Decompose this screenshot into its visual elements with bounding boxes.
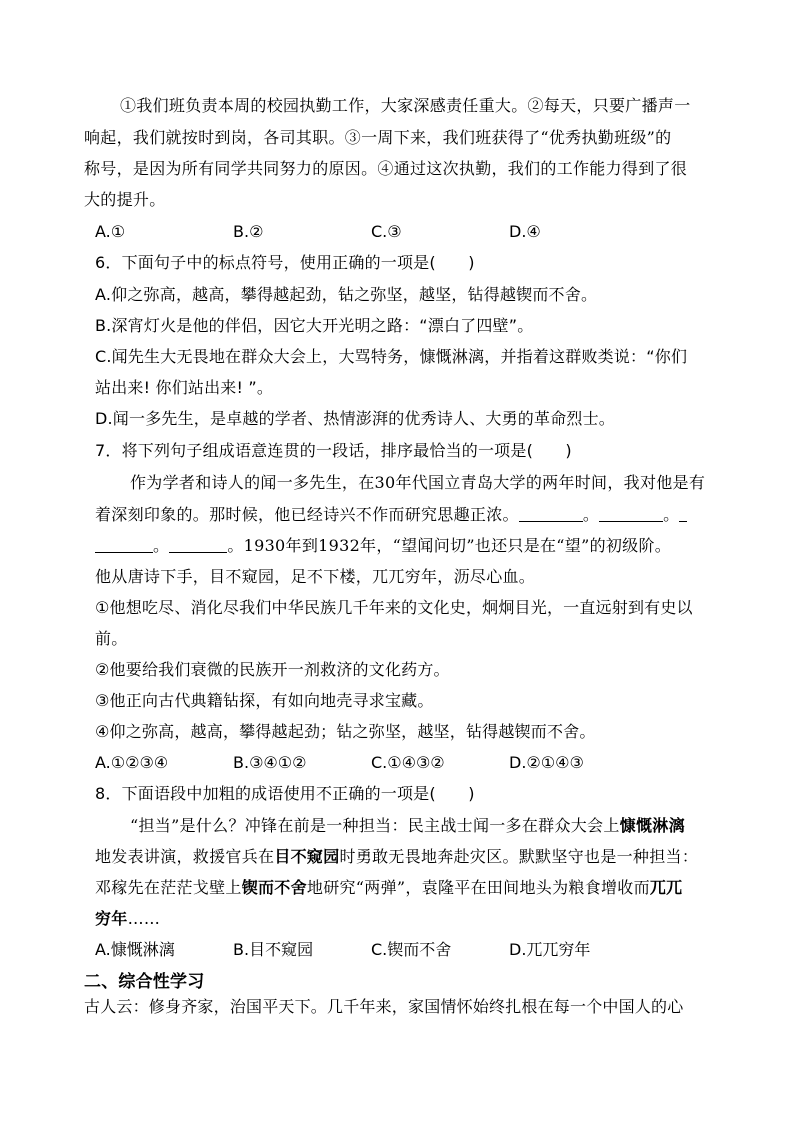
q8-option-b: B.目不窥园 — [233, 940, 314, 959]
q6-stem: 6．下面句子中的标点符号，使用正确的一项是( ) — [95, 253, 475, 272]
q7-passage-line-4: 他从唐诗下手，目不窥园，足不下楼，兀兀穷年，沥尽心血。 — [95, 567, 536, 586]
q7-option-d: D.②①④③ — [509, 753, 584, 772]
section-heading: 二、综合性学习 — [84, 972, 205, 992]
q7-option-c: C.①④③② — [371, 753, 445, 772]
q8-text-4: 邓稼先在茫茫戈壁上 — [95, 878, 242, 897]
q8-option-d: D.兀兀穷年 — [509, 940, 591, 959]
q8-passage-line-3 — [95, 878, 682, 898]
bold-idiom-4-part-2: 穷年 — [95, 909, 128, 928]
q7-sentence-3: ③他正向古代典籍钻探，有如向地壳寻求宝藏。 — [95, 691, 434, 710]
q7-sentence-1-line-1: ①他想吃尽、消化尽我们中华民族几千年来的文化史，炯炯目光，一直远射到有史以 — [95, 598, 693, 617]
q8-text-2: 地发表讲演，救援官兵在 — [95, 847, 275, 866]
q8-text-1: “担当”是什么？冲锋在前是一种担当：民主战士闻一多在群众大会上 — [130, 816, 620, 835]
q7-passage-line-3 — [95, 536, 671, 556]
q8-ellipsis: …… — [127, 909, 161, 928]
bold-idiom-2: 目不窥园 — [274, 847, 340, 866]
q7-blank-separator-2: 。 — [663, 505, 680, 524]
fill-blank-3-start — [679, 507, 687, 522]
q7-sentence-4: ④仰之弥高，越高，攀得越起劲；钻之弥坚，越坚，钻得越锲而不舍。 — [95, 722, 596, 741]
fill-blank-2 — [599, 507, 663, 522]
q8-text-5: 地研究“两弹”，袁隆平在田间地头为粮食增收而 — [306, 878, 650, 897]
q7-blank-separator-1: 。 — [582, 505, 600, 524]
q7-passage-text-3: 。1930年到1932年，“望闻问切”也还只是在“望”的初级阶。 — [227, 536, 672, 555]
q7-sentence-1-line-2: 前。 — [95, 629, 128, 648]
passage-line-2: 响起，我们就按时到岗，各司其职。③一周下来，我们班获得了“优秀执勤班级”的 — [84, 128, 672, 147]
q8-passage-line-2 — [95, 847, 698, 867]
fill-blank-4 — [169, 538, 227, 553]
q8-passage-line-4 — [95, 909, 160, 929]
q8-text-3: 时勇敢无畏地奔赴灾区。默默坚守也是一种担当： — [339, 847, 699, 866]
q7-blank-separator-3: 。 — [153, 536, 170, 555]
passage-line-1: ①我们班负责本周的校园执勤工作，大家深感责任重大。②每天，只要广播声一 — [120, 96, 691, 115]
bold-idiom-3: 锲而不舍 — [241, 878, 307, 897]
q7-passage-line-2 — [95, 505, 687, 525]
q8-option-a: A.慷慨淋漓 — [95, 940, 175, 959]
q7-sentence-2: ②他要给我们衰微的民族开一剂救济的文化药方。 — [95, 660, 450, 679]
q7-option-a: A.①②③④ — [95, 753, 169, 772]
q8-stem: 8．下面语段中加粗的成语使用不正确的一项是( ) — [95, 784, 475, 803]
q7-option-b: B.③④①② — [233, 753, 307, 772]
bold-idiom-4-part-1: 兀兀 — [649, 878, 683, 897]
passage-line-4: 大的提升。 — [84, 190, 166, 209]
fill-blank-1 — [519, 507, 583, 522]
q6-option-a: A.仰之弥高，越高，攀得越起劲，钻之弥坚，越坚，钻得越锲而不舍。 — [95, 285, 598, 304]
q7-stem: 7．将下列句子组成语意连贯的一段话，排序最恰当的一项是( ) — [95, 441, 572, 460]
q5-option-b: B.② — [233, 222, 264, 241]
q5-option-a: A.① — [95, 222, 126, 241]
q6-option-c-line-1: C.闻先生大无畏地在群众大会上，大骂特务，慷慨淋漓，并指着这群败类说：“你们 — [95, 347, 688, 366]
q7-passage-text-2: 着深刻印象的。那时候，他已经诗兴不作而研究思趣正浓。 — [95, 505, 519, 524]
q5-option-d: D.④ — [509, 222, 541, 241]
q8-passage-line-1 — [130, 816, 685, 836]
q6-option-b: B.深宵灯火是他的伴侣，因它大开光明之路：“漂白了四壁”。 — [95, 316, 534, 335]
q5-option-c: C.③ — [371, 222, 402, 241]
fill-blank-3-end — [95, 538, 153, 553]
q6-option-d: D.闻一多先生，是卓越的学者、热情澎湃的优秀诗人、大勇的革命烈士。 — [95, 409, 616, 428]
q7-passage-line-1: 作为学者和诗人的闻一多先生，在30年代国立青岛大学的两年时间，我对他是有 — [130, 473, 706, 492]
bold-idiom-1: 慷慨淋漓 — [619, 816, 685, 835]
q6-option-c-line-2: 站出来! 你们站出来! ”。 — [95, 378, 274, 397]
passage-line-3: 称号，是因为所有同学共同努力的原因。④通过这次执勤，我们的工作能力得到了很 — [84, 159, 688, 178]
section-2-line-1: 古人云：修身齐家，治国平天下。几千年来，家国情怀始终扎根在每一个中国人的心 — [84, 997, 684, 1016]
q8-option-c: C.锲而不舍 — [371, 940, 452, 959]
